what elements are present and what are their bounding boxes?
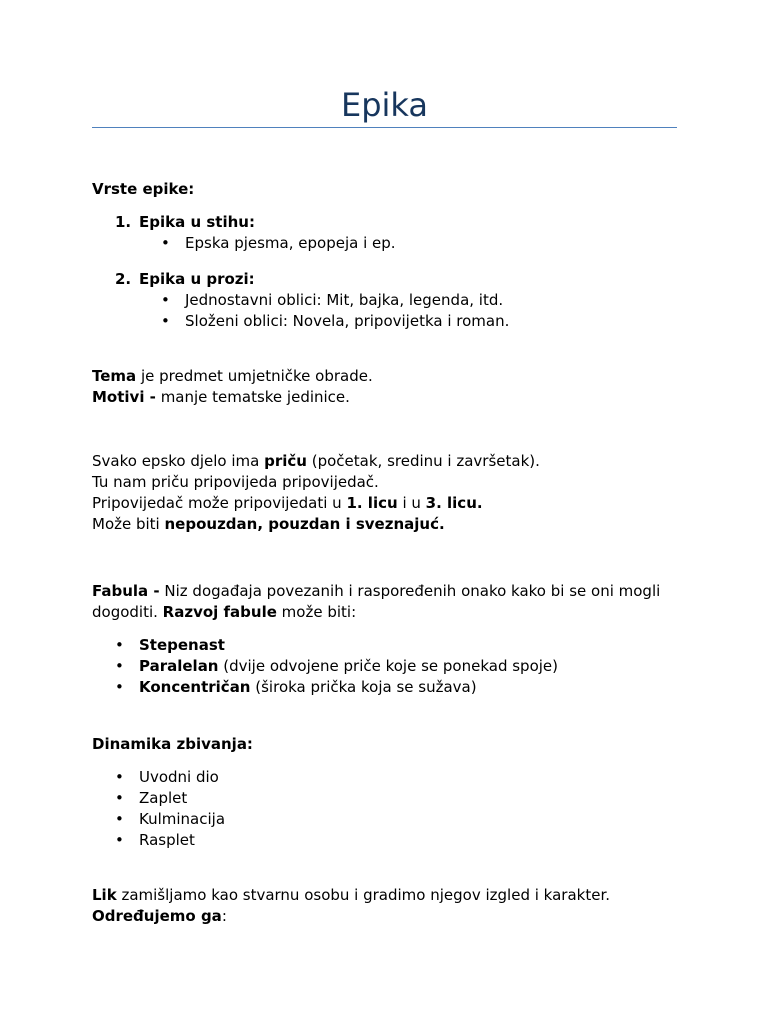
- fabula-list: [92, 635, 692, 698]
- vrste-item-1: 1. Epika u stihu: • Epska pjesma, epopeja i ep.: [92, 212, 692, 254]
- list-item: • Paralelan (dvije odvojene priče koje se ponekad spoje): [92, 656, 692, 677]
- list-item: • Epska pjesma, epopeja i ep.: [92, 233, 692, 254]
- page-title: Epika: [341, 86, 428, 124]
- list-item: • Složeni oblici: Novela, pripovijetka i roman.: [92, 311, 692, 332]
- list-item: • Zaplet: [92, 788, 692, 809]
- dinamika-heading: Dinamika zbivanja:: [92, 735, 253, 753]
- list-item: • Rasplet: [92, 830, 692, 851]
- list-item: • Kulminacija: [92, 809, 692, 830]
- list-item: • Stepenast: [92, 635, 692, 656]
- fabula-paragraph: Fabula - Niz događaja povezanih i raspoređenih onako kako bi se oni mogli dogoditi. Razvoj fabule može biti:: [92, 582, 661, 621]
- vrste-item-2: 2. Epika u prozi: • Jednostavni oblici: Mit, bajka, legenda, itd. • Složeni oblici: Novela, pripovijetka i roman.: [92, 269, 692, 332]
- prica-paragraph: Svako epsko djelo ima priču (početak, sredinu i završetak). Tu nam priču pripovijeda pripovijedač. Pripovijedač može pripovijedati u 1. licu i u 3. licu. Može biti nepouzdan, pouzdan i sveznajuć.: [92, 452, 540, 533]
- lik-paragraph: Lik zamišljamo kao stvarnu osobu i gradimo njegov izgled i karakter. Određujemo ga:: [92, 886, 610, 925]
- list-item: • Uvodni dio: [92, 767, 692, 788]
- vrste-heading: Vrste epike:: [92, 180, 195, 198]
- list-item: • Koncentričan (široka prička koja se sužava): [92, 677, 692, 698]
- list-item: • Jednostavni oblici: Mit, bajka, legenda, itd.: [92, 290, 692, 311]
- tema-paragraph: Tema je predmet umjetničke obrade. Motivi - manje tematske jedinice.: [92, 367, 373, 406]
- dinamika-list: [92, 767, 692, 851]
- title-underline: [92, 127, 677, 128]
